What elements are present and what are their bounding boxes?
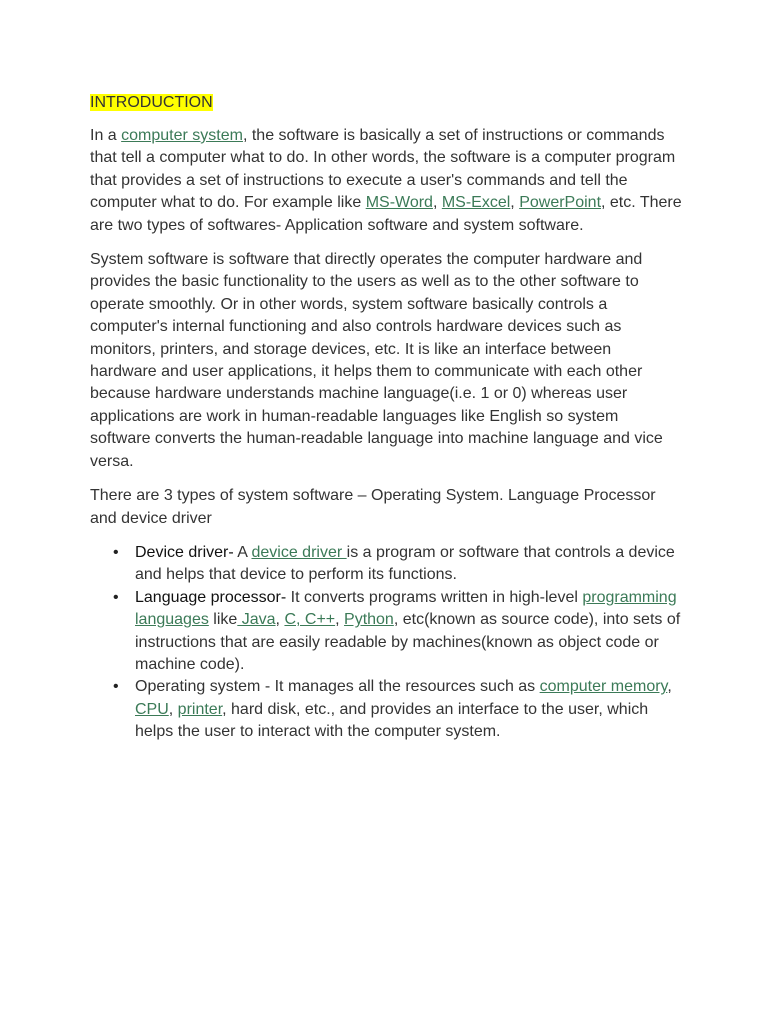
intro-text-5: , etc. There are two types of softwares- Application software and system software. (90, 194, 682, 234)
item3-text-2: , (667, 678, 672, 696)
link-printer[interactable]: printer (177, 700, 223, 718)
list-item (113, 542, 682, 587)
link-java[interactable]: Java (237, 611, 276, 629)
term-language-processor: Language processor- (135, 588, 287, 606)
item2-text-3: , (275, 611, 285, 629)
types-paragraph: There are 3 types of system software – Operating System. Language Processor and device driver (90, 487, 656, 527)
link-ms-word[interactable]: MS-Word (365, 194, 433, 212)
item1-text-2: is a program or software that controls a device and helps that device to perform its functions. (135, 543, 675, 584)
intro-text-2: , the software is basically a set of instructions or commands that tell a computer what to do. In other words, the software is a computer program that provides a set of instructions to execute a user's commands and tell the computer what to do. For example like (90, 127, 676, 212)
heading-highlight: INTRODUCTION (90, 94, 213, 111)
bullet-icon: • (113, 678, 119, 696)
item1-text-1: A (233, 543, 252, 561)
link-programming-languages[interactable]: programming languages (135, 588, 677, 629)
item3-text-1: Operating system - It manages all the resources such as (135, 678, 540, 696)
bullet-icon: • (113, 588, 119, 606)
link-cpu[interactable]: CPU (135, 700, 169, 718)
link-python[interactable]: Python (344, 611, 394, 629)
system-software-types-list (90, 542, 682, 744)
intro-text-3: , (432, 194, 442, 212)
link-c-cpp[interactable]: C, C++ (284, 611, 336, 629)
item3-text-3: , (168, 700, 178, 718)
item3-text-4: , hard disk, etc., and provides an interface to the user, which helps the user to interact with the computer system. (135, 700, 649, 741)
system-software-paragraph: System software is software that directly operates the computer hardware and provides the basic functionality to the users as well as to the other software to operate smoothly. Or in other words, system software basically controls a computer's internal functioning and also controls hardware devices such as monitors, printers, and storage devices, etc. It is like an interface between hardware and user applications, it helps them to communicate with each other because hardware understands machine language(i.e. 1 or 0) whereas user applications are work in human-readable languages like English so system software converts the human-readable language into machine language and vice versa. (90, 251, 663, 470)
link-computer-system[interactable]: computer system (121, 127, 243, 144)
intro-paragraph (90, 125, 682, 237)
link-ms-excel[interactable]: MS-Excel (441, 194, 511, 212)
link-device-driver[interactable]: device driver (251, 543, 347, 561)
link-powerpoint[interactable]: PowerPoint (519, 194, 602, 212)
item2-text-5: , etc(known as source code), into sets of instructions that are easily readable by machines(known as object code or machine code). (135, 611, 681, 673)
document-page (90, 92, 682, 744)
item2-text-4: , (335, 611, 345, 629)
intro-text-1: In a (90, 127, 122, 144)
item2-text-2: like (208, 611, 238, 629)
item2-text-1: It converts programs written in high-level (286, 588, 583, 606)
list-item (113, 587, 682, 677)
intro-text-4: , (510, 194, 520, 212)
list-item (113, 676, 682, 743)
bullet-icon: • (113, 543, 119, 561)
term-device-driver: Device driver- (135, 543, 234, 561)
link-computer-memory[interactable]: computer memory (539, 678, 668, 696)
section-heading (90, 92, 682, 113)
